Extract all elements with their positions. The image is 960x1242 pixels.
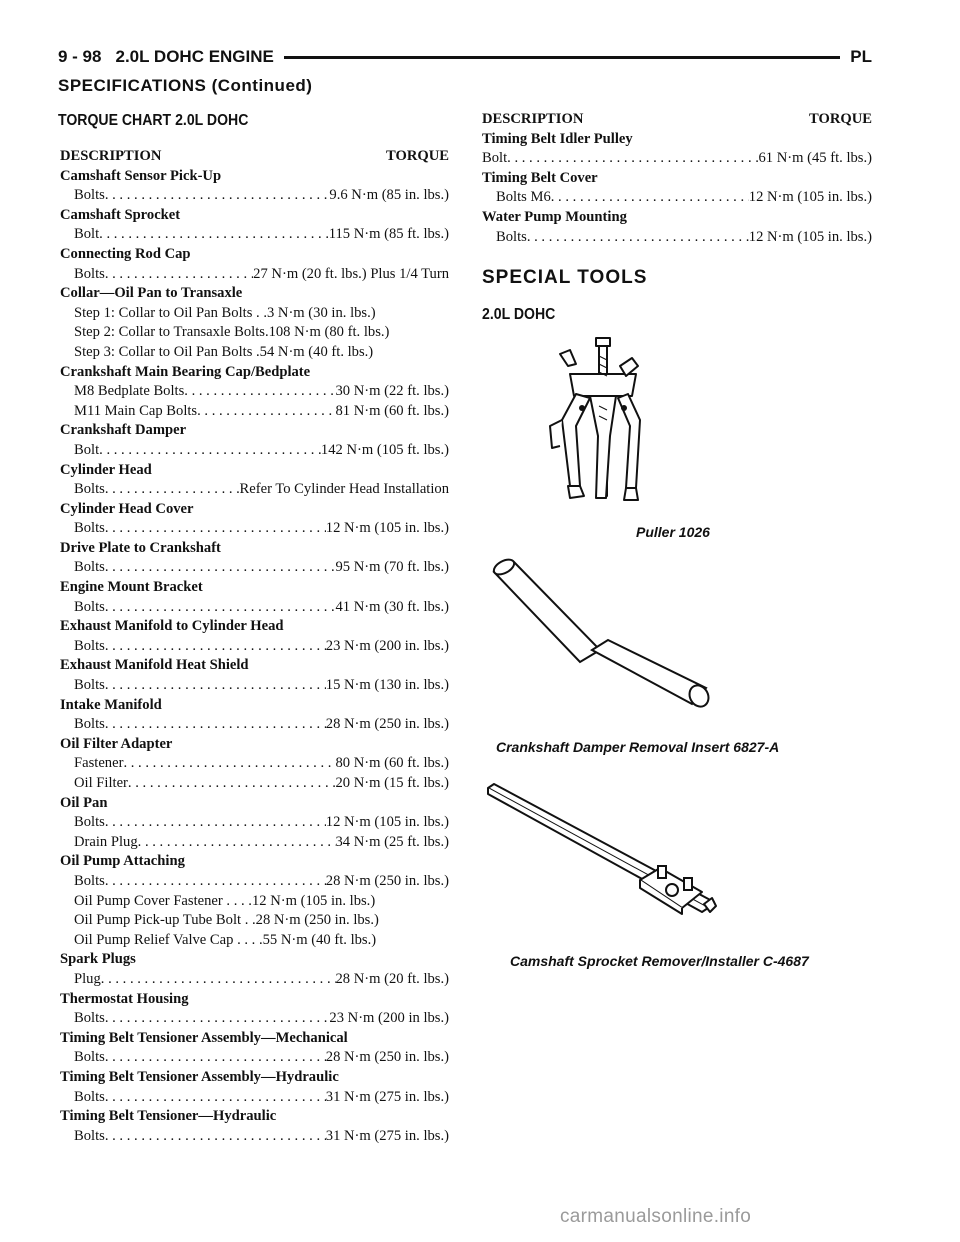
- dot-leader: [105, 519, 326, 539]
- description-header: DESCRIPTION: [482, 111, 584, 127]
- torque-entry-label: Bolts: [74, 559, 105, 576]
- torque-category: Timing Belt Tensioner—Hydraulic: [60, 1108, 277, 1125]
- torque-entry-value: 28 N·m (250 in. lbs.): [325, 872, 449, 889]
- torque-entry-label: Plug: [74, 970, 101, 987]
- torque-entry-label: M8 Bedplate Bolts: [74, 383, 185, 400]
- torque-entry-value: 9.6 N·m (85 in. lbs.): [329, 187, 449, 204]
- torque-category: Exhaust Manifold to Cylinder Head: [60, 618, 284, 635]
- torque-category: Timing Belt Tensioner Assembly—Hydraulic: [60, 1068, 339, 1085]
- torque-rows-right: [482, 130, 872, 248]
- torque-entry-label: Bolts: [74, 716, 105, 733]
- dot-leader: [105, 813, 326, 833]
- torque-category: Engine Mount Bracket: [60, 579, 203, 596]
- torque-category: Intake Manifold: [60, 696, 162, 713]
- dot-leader: [101, 970, 336, 990]
- torque-table-header-continued: [482, 110, 872, 130]
- dot-leader: [105, 715, 326, 735]
- torque-entry-label: M11 Main Cap Bolts: [74, 402, 198, 419]
- dot-leader: [105, 637, 326, 657]
- torque-entry-label: Bolts: [74, 1088, 105, 1105]
- torque-table-left: [60, 147, 449, 1146]
- torque-entry-value: 12 N·m (105 in. lbs.): [325, 814, 449, 831]
- torque-entry-label: Bolts: [74, 637, 105, 654]
- torque-entry-value: 31 N·m (275 in. lbs.): [325, 1088, 449, 1105]
- torque-entry-value: 27 N·m (20 ft. lbs.) Plus 1/4 Turn: [253, 265, 449, 282]
- dot-leader: [105, 676, 326, 696]
- torque-entry: [60, 1048, 449, 1068]
- torque-entry-label: Oil Filter: [74, 775, 128, 791]
- torque-category: Oil Pump Attaching: [60, 853, 185, 870]
- torque-entry: [60, 225, 449, 245]
- torque-entry-value: 15 N·m (130 in. lbs.): [325, 677, 449, 694]
- dot-leader: [197, 402, 335, 422]
- torque-entry: [60, 441, 449, 461]
- torque-entry-label: Bolts: [74, 1127, 105, 1144]
- page-header: [58, 42, 872, 72]
- dot-leader: [184, 382, 335, 402]
- torque-entry-value: 142 N·m (105 ft. lbs.): [320, 441, 449, 458]
- dot-leader: [105, 1009, 330, 1029]
- torque-entry-label: Bolts: [74, 1010, 105, 1027]
- dot-leader: [105, 872, 326, 892]
- dot-leader: [105, 265, 253, 285]
- torque-category: Oil Filter Adapter: [60, 735, 173, 752]
- torque-category: Cylinder Head: [60, 461, 152, 478]
- torque-entry: [60, 304, 449, 324]
- torque-entry: [60, 892, 449, 912]
- sprocket-tool-icon: [482, 780, 722, 920]
- torque-entry: [60, 323, 449, 343]
- torque-category: Timing Belt Tensioner Assembly—Mechanical: [60, 1029, 348, 1046]
- torque-entry-value: Refer To Cylinder Head Installation: [239, 481, 449, 498]
- torque-category: Connecting Rod Cap: [60, 245, 191, 262]
- torque-entry-text: Step 2: Collar to Transaxle Bolts.108 N·m (80 ft. lbs.): [74, 324, 390, 341]
- torque-entry-label: Bolts: [74, 814, 105, 831]
- torque-entry-text: Oil Pump Cover Fastener . . . .12 N·m (105 in. lbs.): [74, 892, 376, 909]
- torque-entry-text: Step 1: Collar to Oil Pan Bolts . .3 N·m (30 in. lbs.): [74, 304, 376, 321]
- torque-entry-label: Bolts: [74, 187, 105, 204]
- dot-leader: [138, 833, 336, 853]
- torque-entry: [60, 774, 449, 794]
- torque-entry: [60, 637, 449, 657]
- torque-category: Timing Belt Idler Pulley: [482, 130, 633, 147]
- torque-entry-value: 41 N·m (30 ft. lbs.): [335, 598, 449, 615]
- torque-entry-value: 12 N·m (105 in. lbs.): [748, 189, 872, 206]
- torque-entry: [60, 931, 449, 951]
- dot-leader: [128, 774, 336, 794]
- torque-entry-value: 95 N·m (70 ft. lbs.): [335, 559, 449, 576]
- dot-leader: [105, 1048, 326, 1068]
- torque-entry-value: 28 N·m (250 in. lbs.): [325, 1049, 449, 1066]
- torque-entry-label: Drain Plug: [74, 833, 138, 850]
- torque-category: Crankshaft Damper: [60, 422, 187, 439]
- torque-entry-value: 23 N·m (200 in lbs.): [329, 1010, 449, 1027]
- torque-category: Timing Belt Cover: [482, 169, 598, 186]
- torque-entry-label: Bolt: [482, 150, 508, 167]
- torque-entry-label: Bolts: [74, 265, 105, 282]
- description-header: DESCRIPTION: [60, 148, 162, 164]
- tool-caption-sprocket: Camshaft Sprocket Remover/Installer C-4687: [510, 953, 809, 969]
- torque-entry-label: Bolts: [74, 872, 105, 889]
- torque-entry: [60, 676, 449, 696]
- torque-entry: [60, 754, 449, 774]
- section-continued-title: SPECIFICATIONS (Continued): [58, 76, 313, 95]
- torque-entry-text: Oil Pump Relief Valve Cap . . . .55 N·m (40 ft. lbs.): [74, 931, 377, 948]
- torque-entry: [60, 1088, 449, 1108]
- torque-entry-value: 12 N·m (105 in. lbs.): [325, 520, 449, 537]
- torque-entry: [60, 1009, 449, 1029]
- torque-entry: [60, 1127, 449, 1147]
- torque-entry-value: 28 N·m (250 in. lbs.): [325, 716, 449, 733]
- torque-category: Camshaft Sprocket: [60, 206, 181, 223]
- torque-entry-value: 31 N·m (275 in. lbs.): [325, 1127, 449, 1144]
- torque-entry: [60, 186, 449, 206]
- torque-entry: [60, 813, 449, 833]
- torque-entry: [60, 970, 449, 990]
- torque-entry-text: Oil Pump Pick-up Tube Bolt . .28 N·m (250 in. lbs.): [74, 912, 379, 929]
- torque-entry: [60, 558, 449, 578]
- torque-entry-label: Bolts: [74, 677, 105, 694]
- dot-leader: [551, 188, 749, 208]
- torque-entry-value: 115 N·m (85 ft. lbs.): [328, 226, 449, 243]
- torque-entry: [60, 715, 449, 735]
- torque-entry: [60, 382, 449, 402]
- dot-leader: [507, 149, 758, 169]
- torque-entry: [60, 833, 449, 853]
- torque-entry-text: Step 3: Collar to Oil Pan Bolts .54 N·m (40 ft. lbs.): [74, 343, 374, 360]
- torque-entry: [60, 402, 449, 422]
- torque-table-header: [60, 147, 449, 167]
- dot-leader: [105, 1088, 326, 1108]
- dot-leader: [123, 754, 335, 774]
- torque-rows-left: [60, 167, 449, 1147]
- dot-leader: [99, 441, 321, 461]
- torque-entry: [60, 265, 449, 285]
- torque-entry-value: 20 N·m (15 ft. lbs.): [335, 775, 449, 791]
- tool-caption-insert: Crankshaft Damper Removal Insert 6827-A: [496, 739, 780, 755]
- dot-leader: [105, 1127, 326, 1147]
- torque-entry-value: 61 N·m (45 ft. lbs.): [758, 150, 872, 167]
- torque-category: Oil Pan: [60, 794, 108, 811]
- dot-leader: [105, 480, 240, 500]
- torque-entry-label: Bolts: [496, 228, 527, 245]
- torque-entry: [60, 598, 449, 618]
- model-code: PL: [850, 47, 872, 66]
- torque-category: Crankshaft Main Bearing Cap/Bedplate: [60, 363, 311, 380]
- torque-entry: [60, 911, 449, 931]
- torque-entry-label: Bolt: [74, 226, 100, 243]
- torque-entry-label: Bolts: [74, 520, 105, 537]
- torque-header: TORQUE: [386, 148, 449, 164]
- torque-entry-value: 28 N·m (20 ft. lbs.): [335, 970, 449, 987]
- header-rule: [284, 56, 840, 59]
- torque-entry-value: 23 N·m (200 in. lbs.): [325, 637, 449, 654]
- dot-leader: [105, 186, 330, 206]
- torque-header: TORQUE: [809, 111, 872, 127]
- watermark: carmanualsonline.info: [560, 1206, 752, 1227]
- torque-category: Cylinder Head Cover: [60, 500, 194, 517]
- torque-entry: [60, 343, 449, 363]
- torque-entry-label: Fastener: [74, 755, 124, 772]
- torque-category: Exhaust Manifold Heat Shield: [60, 657, 249, 674]
- puller-icon: [540, 336, 660, 516]
- page-number: 9 - 98: [58, 47, 102, 66]
- torque-entry-value: 30 N·m (22 ft. lbs.): [335, 383, 449, 400]
- chapter-title: 2.0L DOHC ENGINE: [115, 47, 274, 66]
- insert-icon: [480, 558, 720, 718]
- torque-entry: [482, 188, 872, 208]
- special-tools-subtitle: 2.0L DOHC: [482, 306, 556, 323]
- torque-entry-label: Bolts M6: [496, 189, 551, 206]
- torque-category: Collar—Oil Pan to Transaxle: [60, 285, 243, 302]
- torque-entry-label: Bolts: [74, 481, 105, 498]
- torque-entry-value: 12 N·m (105 in. lbs.): [748, 228, 872, 245]
- torque-category: Drive Plate to Crankshaft: [60, 539, 221, 556]
- torque-entry: [482, 228, 872, 248]
- tool-caption-puller: Puller 1026: [636, 524, 710, 540]
- dot-leader: [99, 225, 329, 245]
- torque-category: Water Pump Mounting: [482, 208, 627, 225]
- torque-entry: [60, 480, 449, 500]
- torque-category: Camshaft Sensor Pick-Up: [60, 167, 222, 184]
- torque-entry-label: Bolts: [74, 1049, 105, 1066]
- special-tools-title: SPECIAL TOOLS: [482, 267, 648, 288]
- torque-entry-label: Bolts: [74, 598, 105, 615]
- torque-entry-value: 81 N·m (60 ft. lbs.): [335, 402, 449, 419]
- torque-entry: [482, 149, 872, 169]
- torque-category: Thermostat Housing: [60, 990, 189, 1007]
- dot-leader: [105, 558, 336, 578]
- torque-entry-value: 80 N·m (60 ft. lbs.): [335, 755, 449, 772]
- torque-category: Spark Plugs: [60, 951, 136, 968]
- dot-leader: [105, 598, 336, 618]
- torque-table-right: [482, 110, 872, 247]
- torque-entry: [60, 519, 449, 539]
- torque-chart-title: TORQUE CHART 2.0L DOHC: [58, 112, 249, 129]
- torque-entry: [60, 872, 449, 892]
- torque-entry-label: Bolt: [74, 441, 100, 458]
- torque-entry-value: 34 N·m (25 ft. lbs.): [335, 833, 449, 850]
- dot-leader: [527, 228, 749, 248]
